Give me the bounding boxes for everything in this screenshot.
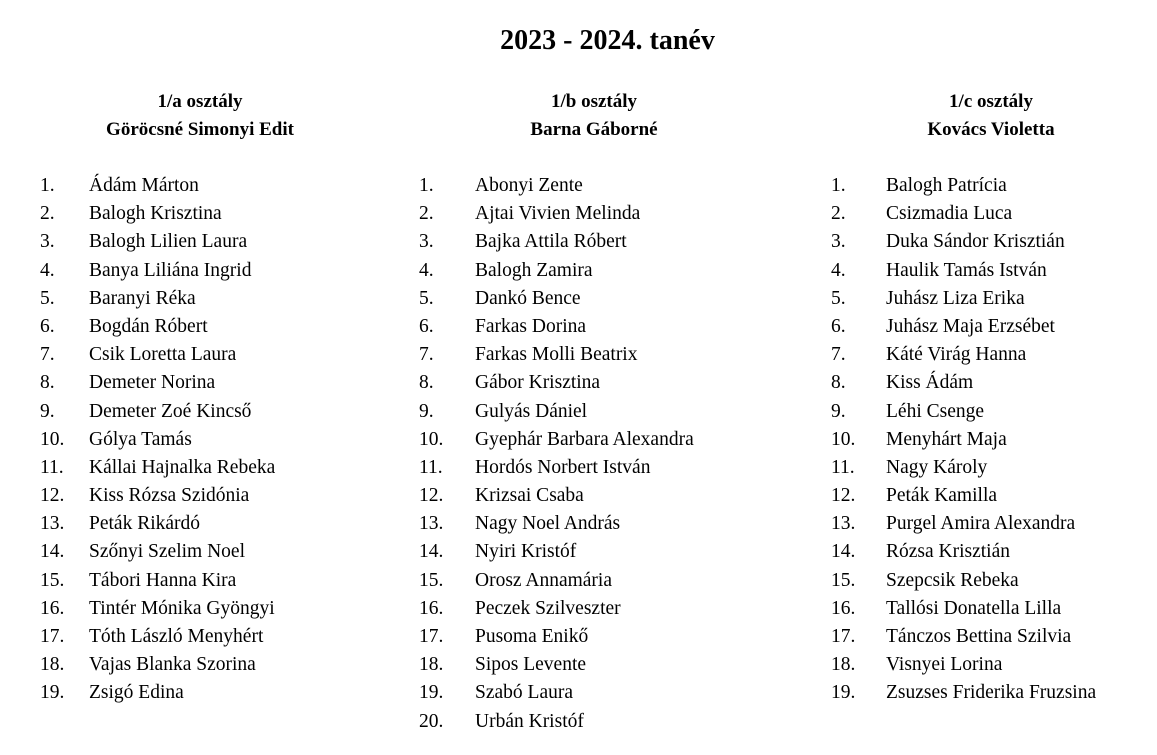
student-number: 1. — [40, 175, 55, 196]
student-number: 15. — [40, 569, 65, 591]
student-name: Kiss Rózsa Szidónia — [89, 485, 250, 507]
student-name: Demeter Norina — [89, 372, 216, 394]
student-number: 1. — [831, 175, 846, 196]
student-name: Nagy Noel András — [475, 513, 621, 535]
student-name: Krizsai Csaba — [475, 485, 584, 507]
student-number: 15. — [831, 569, 856, 591]
student-number: 12. — [40, 485, 65, 507]
class-teacher: Barna Gáborné — [530, 119, 658, 140]
student-name: Farkas Dorina — [475, 315, 587, 337]
student-number: 7. — [40, 344, 55, 366]
student-name: Bogdán Róbert — [89, 315, 208, 337]
student-name: Tallósi Donatella Lilla — [886, 597, 1062, 619]
student-number: 18. — [40, 654, 65, 676]
student-number: 4. — [419, 259, 434, 281]
student-number: 9. — [831, 400, 846, 422]
class-header — [40, 88, 360, 144]
student-number: 6. — [40, 315, 55, 337]
student-name: Gyephár Barbara Alexandra — [475, 428, 694, 450]
class-name: 1/a osztály — [157, 91, 243, 112]
student-number: 13. — [40, 513, 65, 535]
student-number: 4. — [831, 259, 846, 281]
student-number: 16. — [419, 597, 444, 619]
student-name: Orosz Annamária — [475, 569, 612, 591]
student-number: 2. — [831, 203, 846, 225]
student-number: 19. — [419, 682, 444, 704]
student-number: 11. — [419, 456, 443, 478]
student-name: Tábori Hanna Kira — [89, 569, 237, 591]
student-number: 8. — [40, 372, 55, 394]
student-number: 9. — [40, 400, 55, 422]
student-number: 3. — [419, 231, 434, 253]
class-teacher: Kovács Violetta — [927, 119, 1055, 140]
student-name: Demeter Zoé Kincső — [89, 400, 252, 422]
class-name: 1/b osztály — [550, 91, 638, 112]
student-number: 19. — [40, 682, 65, 704]
student-name: Kiss Ádám — [886, 372, 974, 394]
student-name: Ajtai Vivien Melinda — [475, 203, 641, 225]
student-number: 10. — [419, 428, 444, 450]
student-name: Tintér Mónika Gyöngyi — [89, 597, 275, 619]
student-number: 5. — [419, 287, 434, 309]
student-number: 14. — [419, 541, 444, 563]
student-number: 13. — [419, 513, 444, 535]
student-name: Peták Kamilla — [886, 485, 998, 507]
student-name: Balogh Zamira — [475, 259, 593, 281]
student-name: Baranyi Réka — [89, 287, 196, 309]
student-name: Menyhárt Maja — [886, 428, 1007, 450]
student-number: 2. — [419, 203, 434, 225]
student-name: Purgel Amira Alexandra — [886, 513, 1076, 535]
student-number: 6. — [419, 315, 434, 337]
student-number: 16. — [40, 597, 65, 619]
student-name: Farkas Molli Beatrix — [475, 344, 638, 366]
student-number: 14. — [40, 541, 65, 563]
student-name: Bajka Attila Róbert — [475, 231, 627, 253]
student-number: 10. — [831, 428, 856, 450]
student-number: 11. — [40, 456, 64, 478]
student-name: Vajas Blanka Szorina — [89, 654, 256, 676]
student-number: 7. — [831, 344, 846, 366]
student-number: 5. — [40, 287, 55, 309]
page-title: 2023 - 2024. tanév — [500, 25, 715, 56]
student-number: 1. — [419, 175, 434, 196]
student-number: 20. — [419, 710, 444, 732]
student-name: Juhász Liza Erika — [886, 287, 1025, 309]
student-number: 17. — [419, 626, 444, 647]
student-number: 8. — [419, 372, 434, 394]
student-name: Tóth László Menyhért — [89, 626, 264, 647]
student-name: Hordós Norbert István — [475, 456, 651, 478]
student-number: 4. — [40, 259, 55, 281]
student-name: Balogh Patrícia — [886, 175, 1007, 196]
student-name: Csizmadia Luca — [886, 203, 1013, 225]
student-name: Peták Rikárdó — [89, 513, 201, 535]
student-number: 18. — [831, 654, 856, 676]
student-number: 14. — [831, 541, 856, 563]
student-name: Rózsa Krisztián — [886, 541, 1011, 563]
student-name: Szepcsik Rebeka — [886, 569, 1019, 591]
student-number: 12. — [831, 485, 856, 507]
student-name: Haulik Tamás István — [886, 259, 1047, 281]
student-number: 6. — [831, 315, 846, 337]
student-number: 17. — [40, 626, 65, 647]
student-name: Káté Virág Hanna — [886, 344, 1027, 366]
student-name: Peczek Szilveszter — [475, 597, 621, 619]
student-name: Dankó Bence — [475, 287, 581, 309]
student-number: 15. — [419, 569, 444, 591]
class-name: 1/c osztály — [949, 91, 1033, 112]
student-name: Léhi Csenge — [886, 400, 985, 422]
student-number: 10. — [40, 428, 65, 450]
student-name: Banya Liliána Ingrid — [89, 259, 252, 281]
student-name: Sipos Levente — [475, 654, 587, 676]
student-name: Duka Sándor Krisztián — [886, 231, 1065, 253]
student-number: 5. — [831, 287, 846, 309]
student-name: Gulyás Dániel — [475, 400, 588, 422]
student-number: 8. — [831, 372, 846, 394]
student-name: Szőnyi Szelim Noel — [89, 541, 245, 563]
student-name: Balogh Lilien Laura — [89, 231, 248, 253]
student-number: 16. — [831, 597, 856, 619]
class-header — [419, 88, 769, 144]
student-name: Zsigó Edina — [89, 682, 184, 704]
student-number: 9. — [419, 400, 434, 422]
student-name: Ádám Márton — [89, 175, 199, 196]
student-number: 17. — [831, 626, 856, 647]
student-name: Csik Loretta Laura — [89, 344, 237, 366]
student-name: Juhász Maja Erzsébet — [886, 315, 1055, 337]
student-number: 2. — [40, 203, 55, 225]
student-name: Pusoma Enikő — [475, 626, 589, 647]
student-number: 12. — [419, 485, 444, 507]
class-teacher: Göröcsné Simonyi Edit — [106, 119, 294, 140]
student-name: Gólya Tamás — [89, 428, 192, 450]
class-header — [831, 88, 1151, 144]
student-number: 3. — [40, 231, 55, 253]
student-name: Zsuzses Friderika Fruzsina — [886, 682, 1097, 704]
student-number: 19. — [831, 682, 856, 704]
student-number: 3. — [831, 231, 846, 253]
student-name: Szabó Laura — [475, 682, 573, 704]
student-name: Nyiri Kristóf — [475, 541, 577, 563]
student-number: 11. — [831, 456, 855, 478]
student-name: Kállai Hajnalka Rebeka — [89, 456, 276, 478]
student-number: 18. — [419, 654, 444, 676]
student-name: Nagy Károly — [886, 456, 988, 478]
student-name: Urbán Kristóf — [475, 710, 584, 732]
student-number: 13. — [831, 513, 856, 535]
student-name: Visnyei Lorina — [886, 654, 1003, 676]
student-name: Tánczos Bettina Szilvia — [886, 626, 1072, 647]
student-name: Balogh Krisztina — [89, 203, 222, 225]
student-name: Gábor Krisztina — [475, 372, 601, 394]
student-number: 7. — [419, 344, 434, 366]
student-name: Abonyi Zente — [475, 175, 583, 196]
